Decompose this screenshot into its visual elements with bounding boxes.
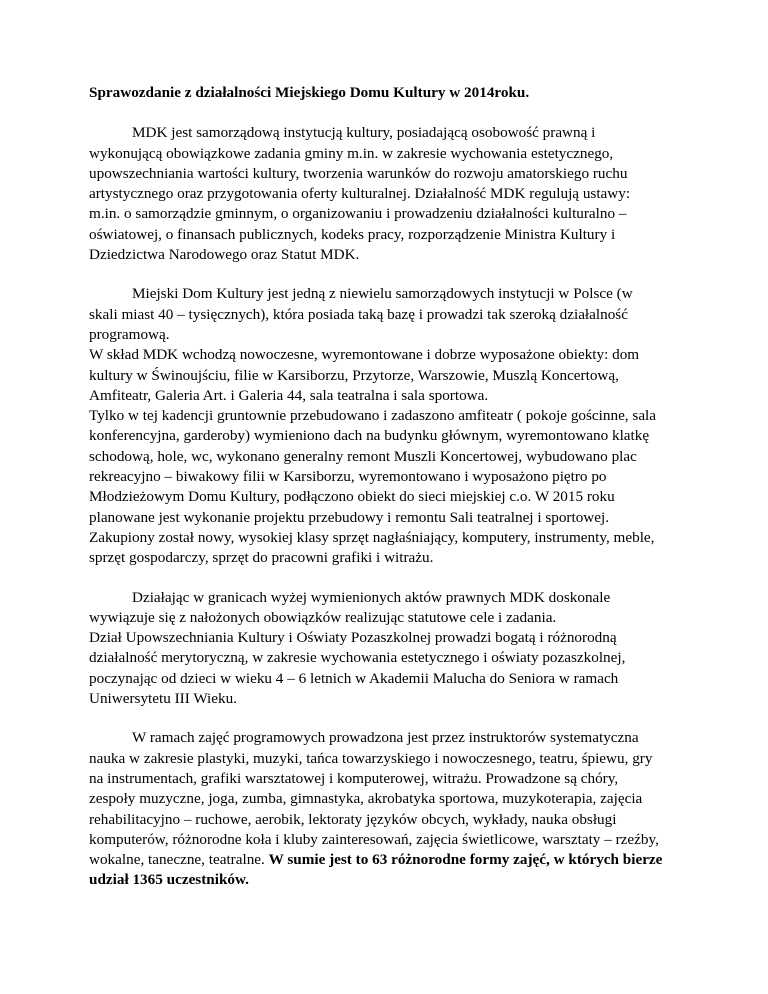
paragraph-line: wykonującą obowiązkowe zadania gminy m.in. w zakresie wychowania estetycznego, <box>89 144 614 162</box>
paragraph-line: Dziedzictwa Narodowego oraz Statut MDK. <box>89 246 360 264</box>
paragraph-line: Młodzieżowym Domu Kultury, podłączono obiekt do sieci miejskiej c.o. W 2015 roku <box>89 488 615 506</box>
paragraph-facilities <box>89 284 687 568</box>
paragraph-line: planowane jest wykonanie projektu przebudowy i remontu Sali teatralnej i sportowej. <box>89 508 610 526</box>
paragraph-line: nauka w zakresie plastyki, muzyki, tańca towarzyskiego i nowoczesnego, teatru, śpiewu, gry <box>89 749 653 767</box>
document-page <box>89 83 687 910</box>
paragraph-line: konferencyjna, garderoby) wymieniono dach na budynku głównym, wyremontowano klatkę <box>89 427 650 445</box>
paragraph-line: upowszechniania wartości kultury, tworzenia warunków do rozwoju amatorskiego ruchu <box>89 164 628 182</box>
paragraph-line: poczynając od dzieci w wieku 4 – 6 letnich w Akademii Malucha do Seniora w ramach <box>89 669 619 687</box>
paragraph-line: działalność merytoryczną, w zakresie wychowania estetycznego i oświaty pozaszkolnej, <box>89 649 626 667</box>
paragraph-line: m.in. o samorządzie gminnym, o organizowaniu i prowadzeniu działalności kulturalno – <box>89 205 627 223</box>
document-title: Sprawozdanie z działalności Miejskiego Domu Kultury w 2014roku. <box>89 84 530 101</box>
paragraph-activities <box>89 588 687 710</box>
paragraph-line: kultury w Świnoujściu, filie w Karsiborzu, Przytorze, Warszowie, Muszlą Koncertową, <box>89 366 619 384</box>
paragraph-line-mixed <box>89 850 687 870</box>
paragraph-text: wokalne, taneczne, teatralne. <box>89 851 269 869</box>
paragraph-line: programową. <box>89 325 170 343</box>
paragraph-program-classes <box>89 728 687 890</box>
paragraph-line: sprzęt gospodarczy, sprzęt do pracowni grafiki i witrażu. <box>89 549 434 567</box>
paragraph-line: skali miast 40 – tysięcznych), która posiada taką bazę i prowadzi tak szeroką działalność <box>89 305 628 323</box>
paragraph-line: Tylko w tej kadencji gruntownie przebudowano i zadaszono amfiteatr ( pokoje gościnne, sala <box>89 407 657 425</box>
paragraph-line: schodową, hole, wc, wykonano generalny remont Muszli Koncertowej, wybudowano plac <box>89 447 637 465</box>
paragraph-line: W skład MDK wchodzą nowoczesne, wyremontowane i dobrze wyposażone obiekty: dom <box>89 346 640 364</box>
paragraph-line: wywiązuje się z nałożonych obowiązków realizując statutowe cele i zadania. <box>89 608 557 626</box>
paragraph-line: Działając w granicach wyżej wymienionych aktów prawnych MDK doskonale <box>132 588 611 606</box>
paragraph-line: Dział Upowszechniania Kultury i Oświaty Pozaszkolnej prowadzi bogatą i różnorodną <box>89 629 617 647</box>
paragraph-line: zespoły muzyczne, joga, zumba, gimnastyka, akrobatyka sportowa, muzykoterapia, zajęcia <box>89 790 643 808</box>
paragraph-line: rehabilitacyjno – ruchowe, aerobik, lektoraty języków obcych, wykłady, nauka obsługi <box>89 810 617 828</box>
paragraph-line: Uniwersytetu III Wieku. <box>89 690 237 708</box>
paragraph-line: Zakupiony został nowy, wysokiej klasy sprzęt nagłaśniający, komputery, instrumenty, meble, <box>89 528 655 546</box>
paragraph-line: Amfiteatr, Galeria Art. i Galeria 44, sala teatralna i sala sportowa. <box>89 386 489 404</box>
paragraph-line: artystycznego oraz przygotowania oferty kulturalnej. Działalność MDK regulują ustawy: <box>89 185 631 203</box>
summary-text-bold: W sumie jest to 63 różnorodne formy zajęć, w których bierze <box>268 851 663 869</box>
paragraph-line: oświatowej, o finansach publicznych, kodeks pracy, rozporządzenie Ministra Kultury i <box>89 225 616 243</box>
paragraph-line: na instrumentach, grafiki warsztatowej i komputerowej, witrażu. Prowadzone są chóry, <box>89 769 619 787</box>
summary-text-bold: udział 1365 uczestników. <box>89 871 249 889</box>
paragraph-mdk-status <box>89 123 687 265</box>
paragraph-line: komputerów, różnorodne koła i kluby zainteresowań, zajęcia świetlicowe, warsztaty – rzeźby, <box>89 830 659 848</box>
paragraph-line: Miejski Dom Kultury jest jedną z niewielu samorządowych instytucji w Polsce (w <box>132 285 633 303</box>
paragraph-line: MDK jest samorządową instytucją kultury, posiadającą osobowość prawną i <box>132 124 596 142</box>
paragraph-line: W ramach zajęć programowych prowadzona jest przez instruktorów systematyczna <box>132 729 639 747</box>
paragraph-line: rekreacyjno – biwakowy filii w Karsiborzu, wyremontowano i wyposażono piętro po <box>89 468 607 486</box>
